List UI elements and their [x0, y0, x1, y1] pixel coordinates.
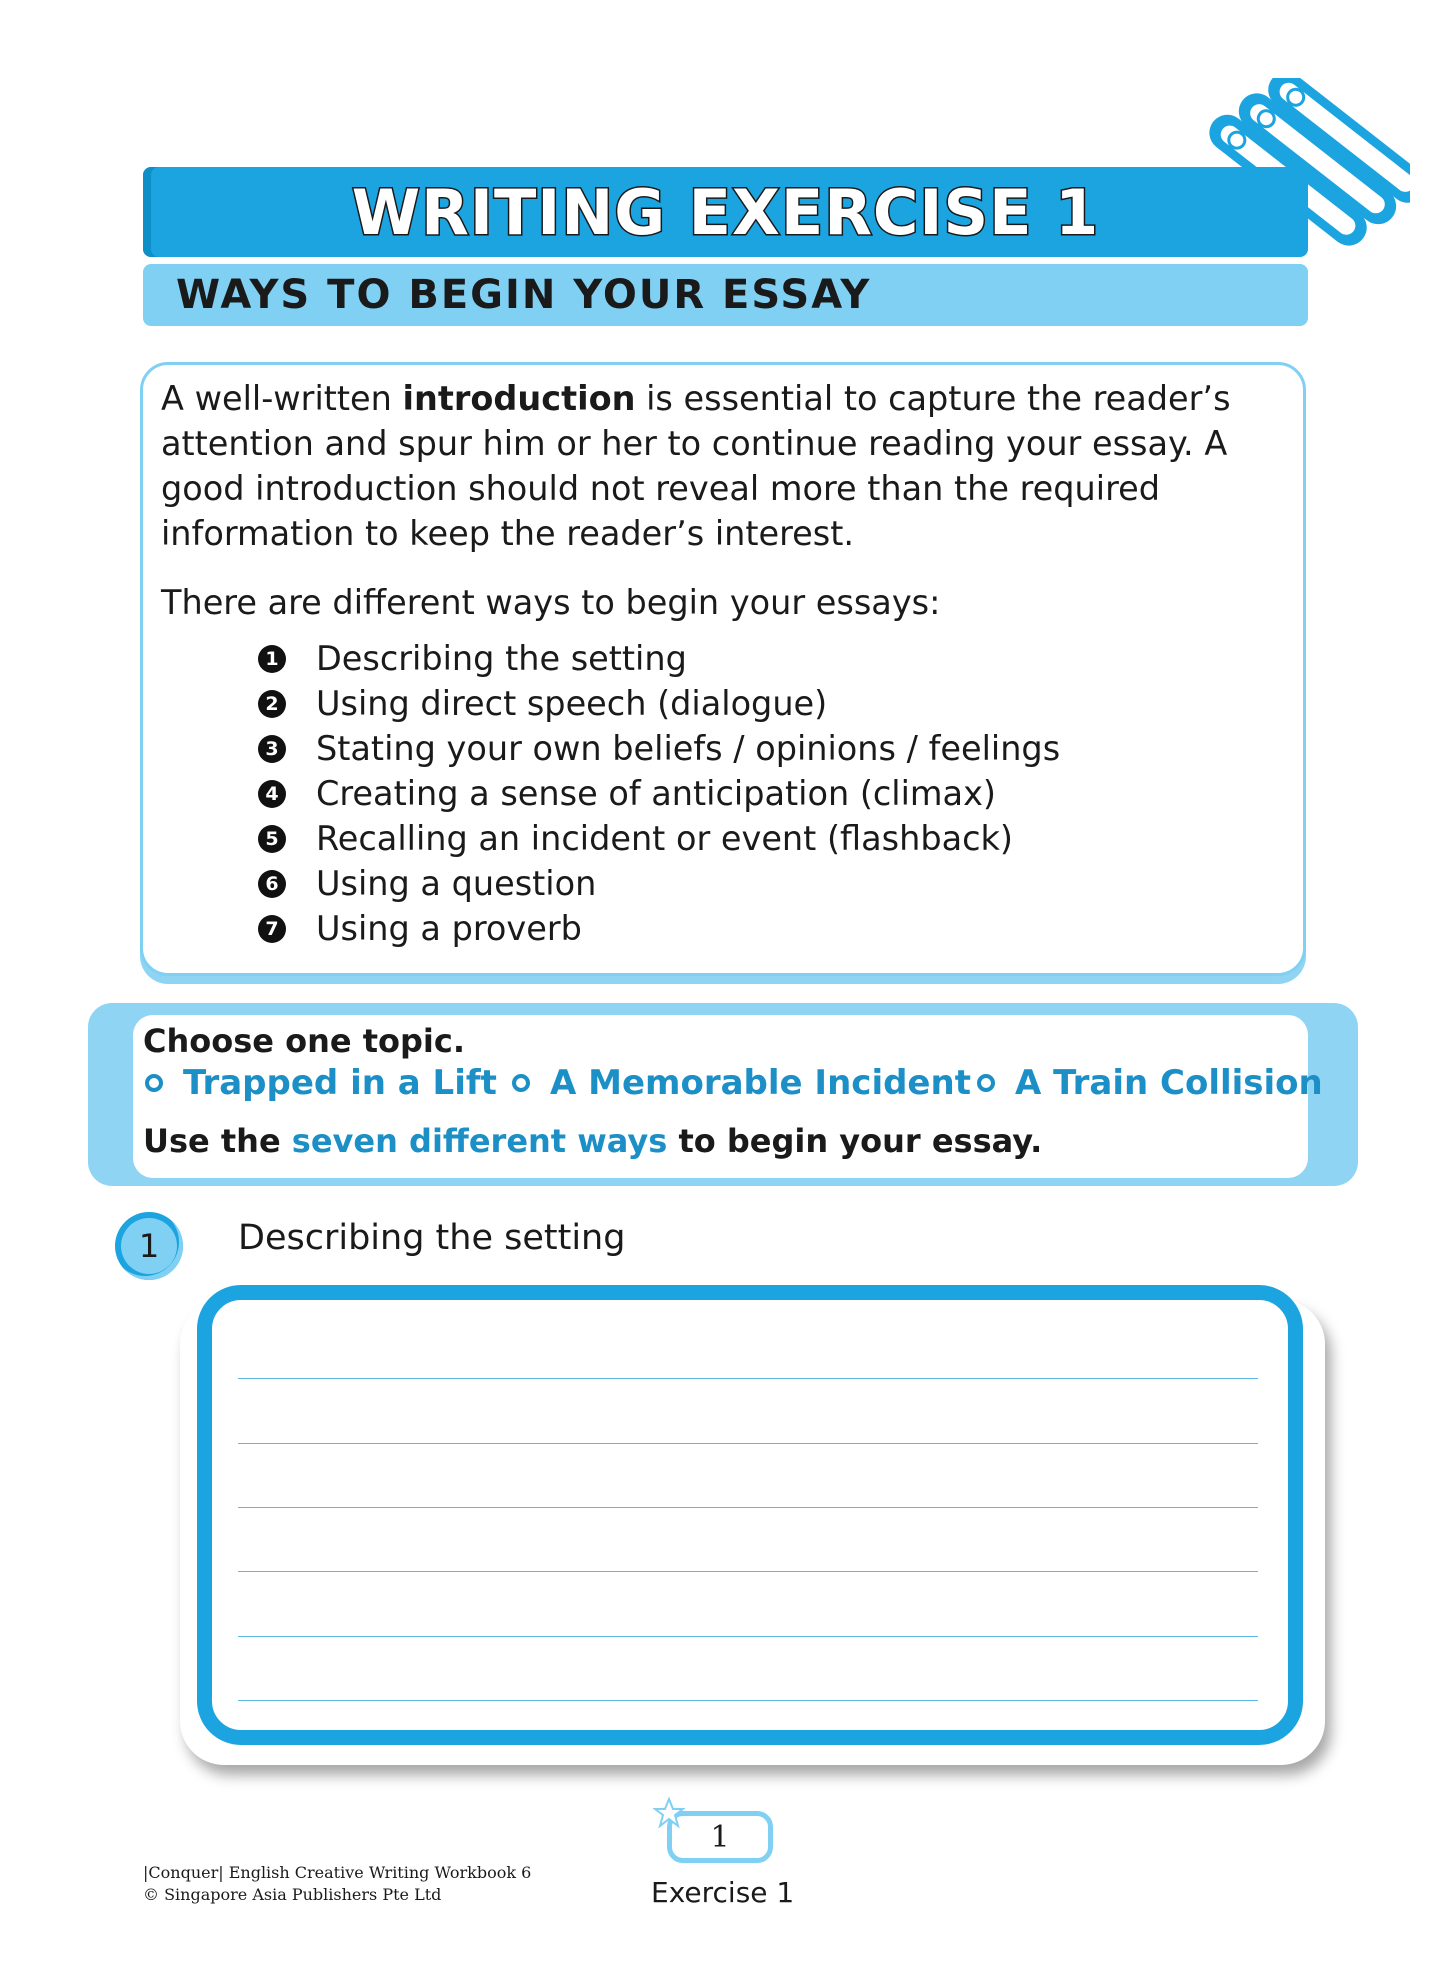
page-title: WRITING EXERCISE 1: [351, 175, 1100, 249]
topic-heading: Choose one topic.: [143, 1022, 466, 1060]
instruction-start: Use the: [143, 1122, 292, 1160]
section-number-badge: [115, 1212, 183, 1280]
book-title: |Conquer| English Creative Writing Workbook 6: [143, 1863, 532, 1882]
list-item: [258, 636, 1060, 681]
way-text: Recalling an incident or event (flashback): [316, 819, 1014, 858]
intro-text-start: A well-written: [161, 379, 403, 418]
section-label: Describing the setting: [238, 1218, 626, 1258]
list-item: [258, 861, 1060, 906]
topic-instruction: [143, 1122, 1042, 1160]
writing-line[interactable]: [238, 1378, 1258, 1379]
list-item: [258, 681, 1060, 726]
topic-option-label: Trapped in a Lift: [183, 1063, 497, 1103]
instruction-end: to begin your essay.: [667, 1122, 1043, 1160]
number-badge: 4: [258, 780, 286, 808]
page-number: 1: [667, 1811, 773, 1863]
intro-lead: There are different ways to begin your essays:: [161, 583, 941, 622]
writing-line[interactable]: [238, 1443, 1258, 1444]
section-number: 1: [121, 1218, 177, 1274]
list-item: [258, 906, 1060, 951]
exercise-label: Exercise 1: [651, 1876, 795, 1909]
writing-line[interactable]: [238, 1571, 1258, 1572]
copyright: © Singapore Asia Publishers Pte Ltd: [143, 1885, 442, 1904]
circle-outline-icon[interactable]: [977, 1074, 995, 1092]
topic-option-a-memorable-incident[interactable]: [512, 1063, 971, 1103]
writing-line[interactable]: [238, 1636, 1258, 1637]
writing-line[interactable]: [238, 1700, 1258, 1701]
number-badge: 2: [258, 690, 286, 718]
topic-option-label: A Memorable Incident: [550, 1063, 971, 1103]
footer-credits: [143, 1862, 531, 1906]
topic-option-label: A Train Collision: [1015, 1063, 1323, 1103]
writing-line[interactable]: [238, 1507, 1258, 1508]
way-text: Using a proverb: [316, 909, 582, 948]
number-badge: 5: [258, 825, 286, 853]
list-item: [258, 771, 1060, 816]
intro-text-bold: introduction: [402, 379, 636, 418]
instruction-highlight: seven different ways: [291, 1122, 668, 1160]
topic-option-trapped-in-a-lift[interactable]: [145, 1063, 497, 1103]
topic-option-a-train-collision[interactable]: [977, 1063, 1323, 1103]
way-text: Using direct speech (dialogue): [316, 684, 828, 723]
intro-paragraph: [161, 376, 1283, 556]
way-text: Using a question: [316, 864, 597, 903]
way-text: Describing the setting: [316, 639, 687, 678]
number-badge: 7: [258, 915, 286, 943]
number-badge: 1: [258, 645, 286, 673]
circle-outline-icon[interactable]: [512, 1074, 530, 1092]
intro-text-rest: is essential to capture the reader’s attention and spur him or her to continue reading your essay. A good introduction should not reveal more than the required information to keep the reader’s interest.: [161, 379, 1231, 553]
star-icon: [653, 1797, 685, 1829]
list-item: [258, 816, 1060, 861]
number-badge: 3: [258, 735, 286, 763]
circle-outline-icon[interactable]: [145, 1074, 163, 1092]
way-text: Stating your own beliefs / opinions / feelings: [316, 729, 1061, 768]
way-text: Creating a sense of anticipation (climax): [316, 774, 996, 813]
list-item: [258, 726, 1060, 771]
writing-area[interactable]: [197, 1285, 1303, 1745]
page-subtitle: WAYS TO BEGIN YOUR ESSAY: [176, 272, 872, 318]
number-badge: 6: [258, 870, 286, 898]
ways-list: [258, 636, 1060, 951]
